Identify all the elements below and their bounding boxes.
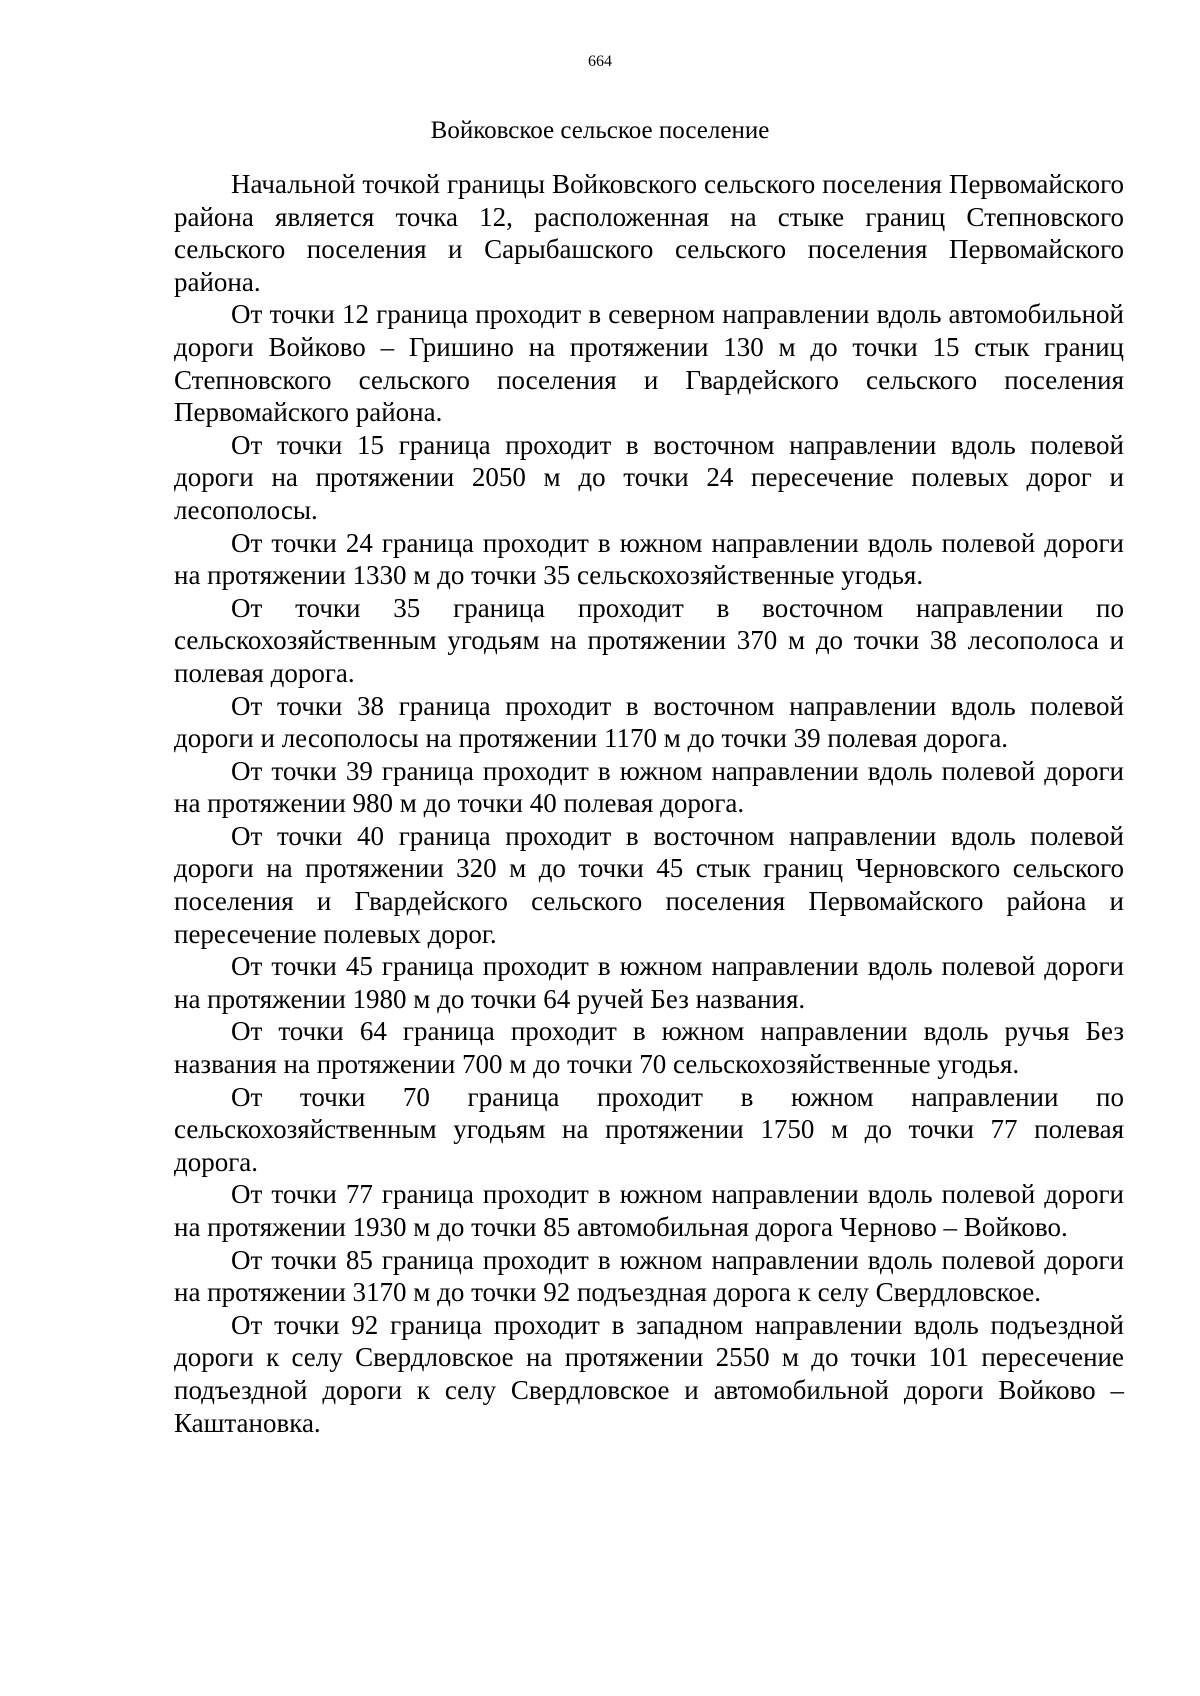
paragraph: От точки 38 граница проходит в восточном направлении вдоль полевой дороги и лесополосы на протяжении 1170 м до точки 39 полевая дорога. [174, 690, 1124, 754]
paragraph: От точки 92 граница проходит в западном направлении вдоль подъездной дороги к селу Свердловское на протяжении 2550 м до точки 101 пересечение подъездной дороги к селу Свердловское и автомобильной дороги Войково – Каштановка. [174, 1309, 1124, 1438]
paragraph: От точки 64 граница проходит в южном направлении вдоль ручья Без названия на протяжении 700 м до точки 70 сельскохозяйственные угодья. [174, 1016, 1124, 1080]
paragraph: От точки 70 граница проходит в южном направлении по сельскохозяйственным угодьям на протяжении 1750 м до точки 77 полевая дорога. [174, 1081, 1124, 1177]
paragraph: От точки 39 граница проходит в южном направлении вдоль полевой дороги на протяжении 980 м до точки 40 полевая дорога. [174, 755, 1124, 819]
paragraph: От точки 35 граница проходит в восточном направлении по сельскохозяйственным угодьям на протяжении 370 м до точки 38 лесополоса и полевая дорога. [174, 592, 1124, 688]
paragraph: От точки 77 граница проходит в южном направлении вдоль полевой дороги на протяжении 1930 м до точки 85 автомобильная дорога Черново – Войково. [174, 1179, 1124, 1242]
page-number: 664 [588, 53, 612, 70]
paragraph: От точки 40 граница проходит в восточном направлении вдоль полевой дороги на протяжении 320 м до точки 45 стык границ Черновского сельского поселения и Гвардейского сельского поселения Первомайского района и пересечение полевых дорог. [174, 820, 1124, 949]
paragraph: От точки 85 граница проходит в южном направлении вдоль полевой дороги на протяжении 3170 м до точки 92 подъездная дорога к селу Свердловское. [174, 1244, 1124, 1308]
paragraph: От точки 24 граница проходит в южном направлении вдоль полевой дороги на протяжении 1330 м до точки 35 сельскохозяйственные угодья. [174, 527, 1124, 591]
paragraph: От точки 15 граница проходит в восточном направлении вдоль полевой дороги на протяжении 2050 м до точки 24 пересечение полевых дорог и лесополосы. [174, 429, 1124, 525]
paragraph: От точки 45 граница проходит в южном направлении вдоль полевой дороги на протяжении 1980 м до точки 64 ручей Без названия. [174, 951, 1124, 1014]
document-body [174, 168, 1124, 1439]
paragraph: От точки 12 граница проходит в северном направлении вдоль автомобильной дороги Войково – Гришино на протяжении 130 м до точки 15 стык границ Степновского сельского поселения и Гвардейского сельского поселения Первомайского района. [174, 299, 1124, 428]
paragraph: Начальной точкой границы Войковского сельского поселения Первомайского района является точка 12, расположенная на стыке границ Степновского сельского поселения и Сарыбашского сельского поселения Первомайского района. [174, 169, 1124, 297]
section-heading: Войковское сельское поселение [430, 117, 770, 144]
